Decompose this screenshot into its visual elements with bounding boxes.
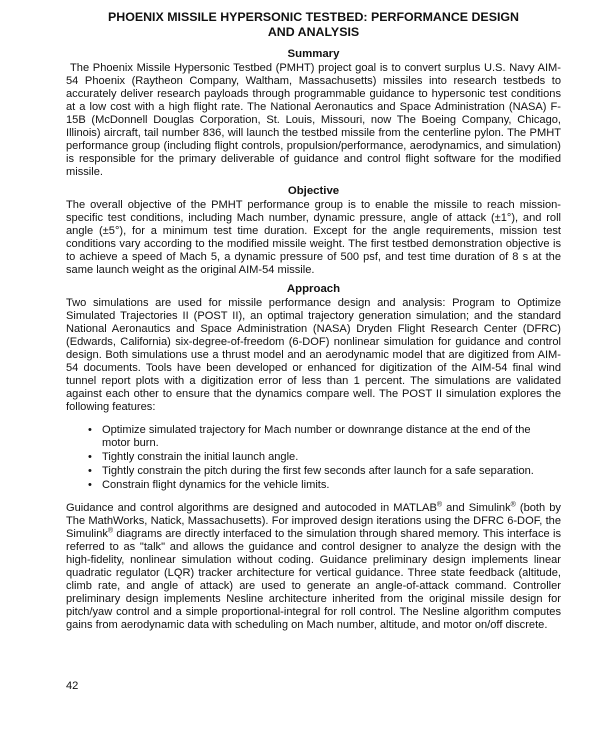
list-item-text: Constrain flight dynamics for the vehicle limits. — [102, 479, 330, 491]
registered-mark: ® — [107, 527, 114, 535]
post-ii-features-list — [66, 424, 561, 492]
approach-paragraph: Two simulations are used for missile performance design and analysis: Program to Optimize Simulated Trajectories II (POST II), an optimal trajectory generation simulation; and the standard National Aeronautics and Space Administration (NASA) Dryden Flight Research Center (DFRC) (Edwards, California) six-degree-of-freedom (6-DOF) nonlinear simulation for guidance and control design. Both simulations use a thrust model and an aerodynamic model that are digitized from AIM-54 documents. Tools have been developed or enhanced for digitization of the AIM-54 final wind tunnel report plots with a digitization error of less than 1 percent. The simulations are validated against each other to ensure that the dynamics compare well. The POST II simulation explores the following features: — [66, 297, 561, 413]
list-item-text: Optimize simulated trajectory for Mach number or downrange distance at the end of the motor burn. — [102, 424, 531, 449]
list-item — [88, 479, 561, 492]
list-item — [88, 424, 561, 450]
guidance-control-paragraph — [66, 502, 561, 632]
bullet-icon: • — [88, 451, 92, 463]
gc-text-1: Guidance and control algorithms are designed and autocoded in MATLAB — [66, 502, 437, 514]
bullet-icon: • — [88, 465, 92, 477]
title-line-2: AND ANALYSIS — [267, 24, 360, 39]
approach-heading: Approach — [286, 283, 341, 295]
list-item-text: Tightly constrain the initial launch angle. — [102, 451, 299, 463]
list-item-text: Tightly constrain the pitch during the first few seconds after launch for a safe separation. — [102, 465, 534, 477]
bullet-icon: • — [88, 479, 92, 491]
title-line-1: PHOENIX MISSILE HYPERSONIC TESTBED: PERFORMANCE DESIGN — [107, 10, 519, 24]
page-number: 42 — [66, 680, 79, 692]
gc-text-2: and Simulink — [442, 502, 511, 514]
list-item — [88, 465, 561, 478]
summary-paragraph: The Phoenix Missile Hypersonic Testbed (PMHT) project goal is to convert surplus U.S. Navy AIM-54 Phoenix (Raytheon Company, Waltham, Massachusetts) missiles into research testbeds to accurately deliver research payloads through programmable guidance to hypersonic test conditions at a low cost with a high flight rate. The National Aeronautics and Space Administration (NASA) F-15B (McDonnell Douglas Corporation, St. Louis, Missouri, now The Boeing Company, Chicago, Illinois) aircraft, tail number 836, will launch the testbed missile from the centerline pylon. The PMHT performance group (including flight controls, propulsion/performance, aerodynamics, and simulation) is responsible for the primary deliverable of guidance and control flight software for the modified missile. — [66, 62, 561, 178]
gc-text-3: (both by The MathWorks, Natick, Massachusetts). For improved design iterations using the DFRC 6-DOF, the Simulink — [66, 502, 561, 540]
registered-mark: ® — [436, 501, 443, 509]
registered-mark: ® — [510, 501, 516, 509]
gc-text-4: diagrams are directly interfaced to the simulation through shared memory. This interface is referred to as "talk" and allows the guidance and control designer to analyze the design with the high-fidelity, nonlinear simulation without coding. Guidance preliminary design implements linear quadratic regulator (LQR) tracker architecture for vertical guidance. Three state feedback (altitude, climb rate, and angle of attack) are used to generate an angle-of-attack command. Controller preliminary design implements Nesline architecture inherited from the original missile design for pitch/yaw control and a simple proportional-integral for roll control. The Nesline algorithm computes gains from aerodynamic data with scheduling on Mach number, altitude, and motor on/off discrete. — [66, 528, 561, 631]
objective-paragraph: The overall objective of the PMHT performance group is to enable the missile to reach mission-specific test conditions, including Mach number, dynamic pressure, angle of attack (±1°), and roll angle (±5°), for a minimum test time duration. Except for the angle requirements, mission test conditions vary according to the modified missile weight. The first testbed demonstration objective is to achieve a speed of Mach 5, a dynamic pressure of 500 psf, and test time duration of 8 s at the same launch weight as the original AIM-54 missile. — [66, 199, 561, 276]
document-title — [66, 10, 561, 39]
bullet-icon: • — [88, 424, 92, 436]
summary-heading: Summary — [287, 48, 340, 60]
list-item — [88, 451, 561, 464]
objective-heading: Objective — [287, 185, 340, 197]
